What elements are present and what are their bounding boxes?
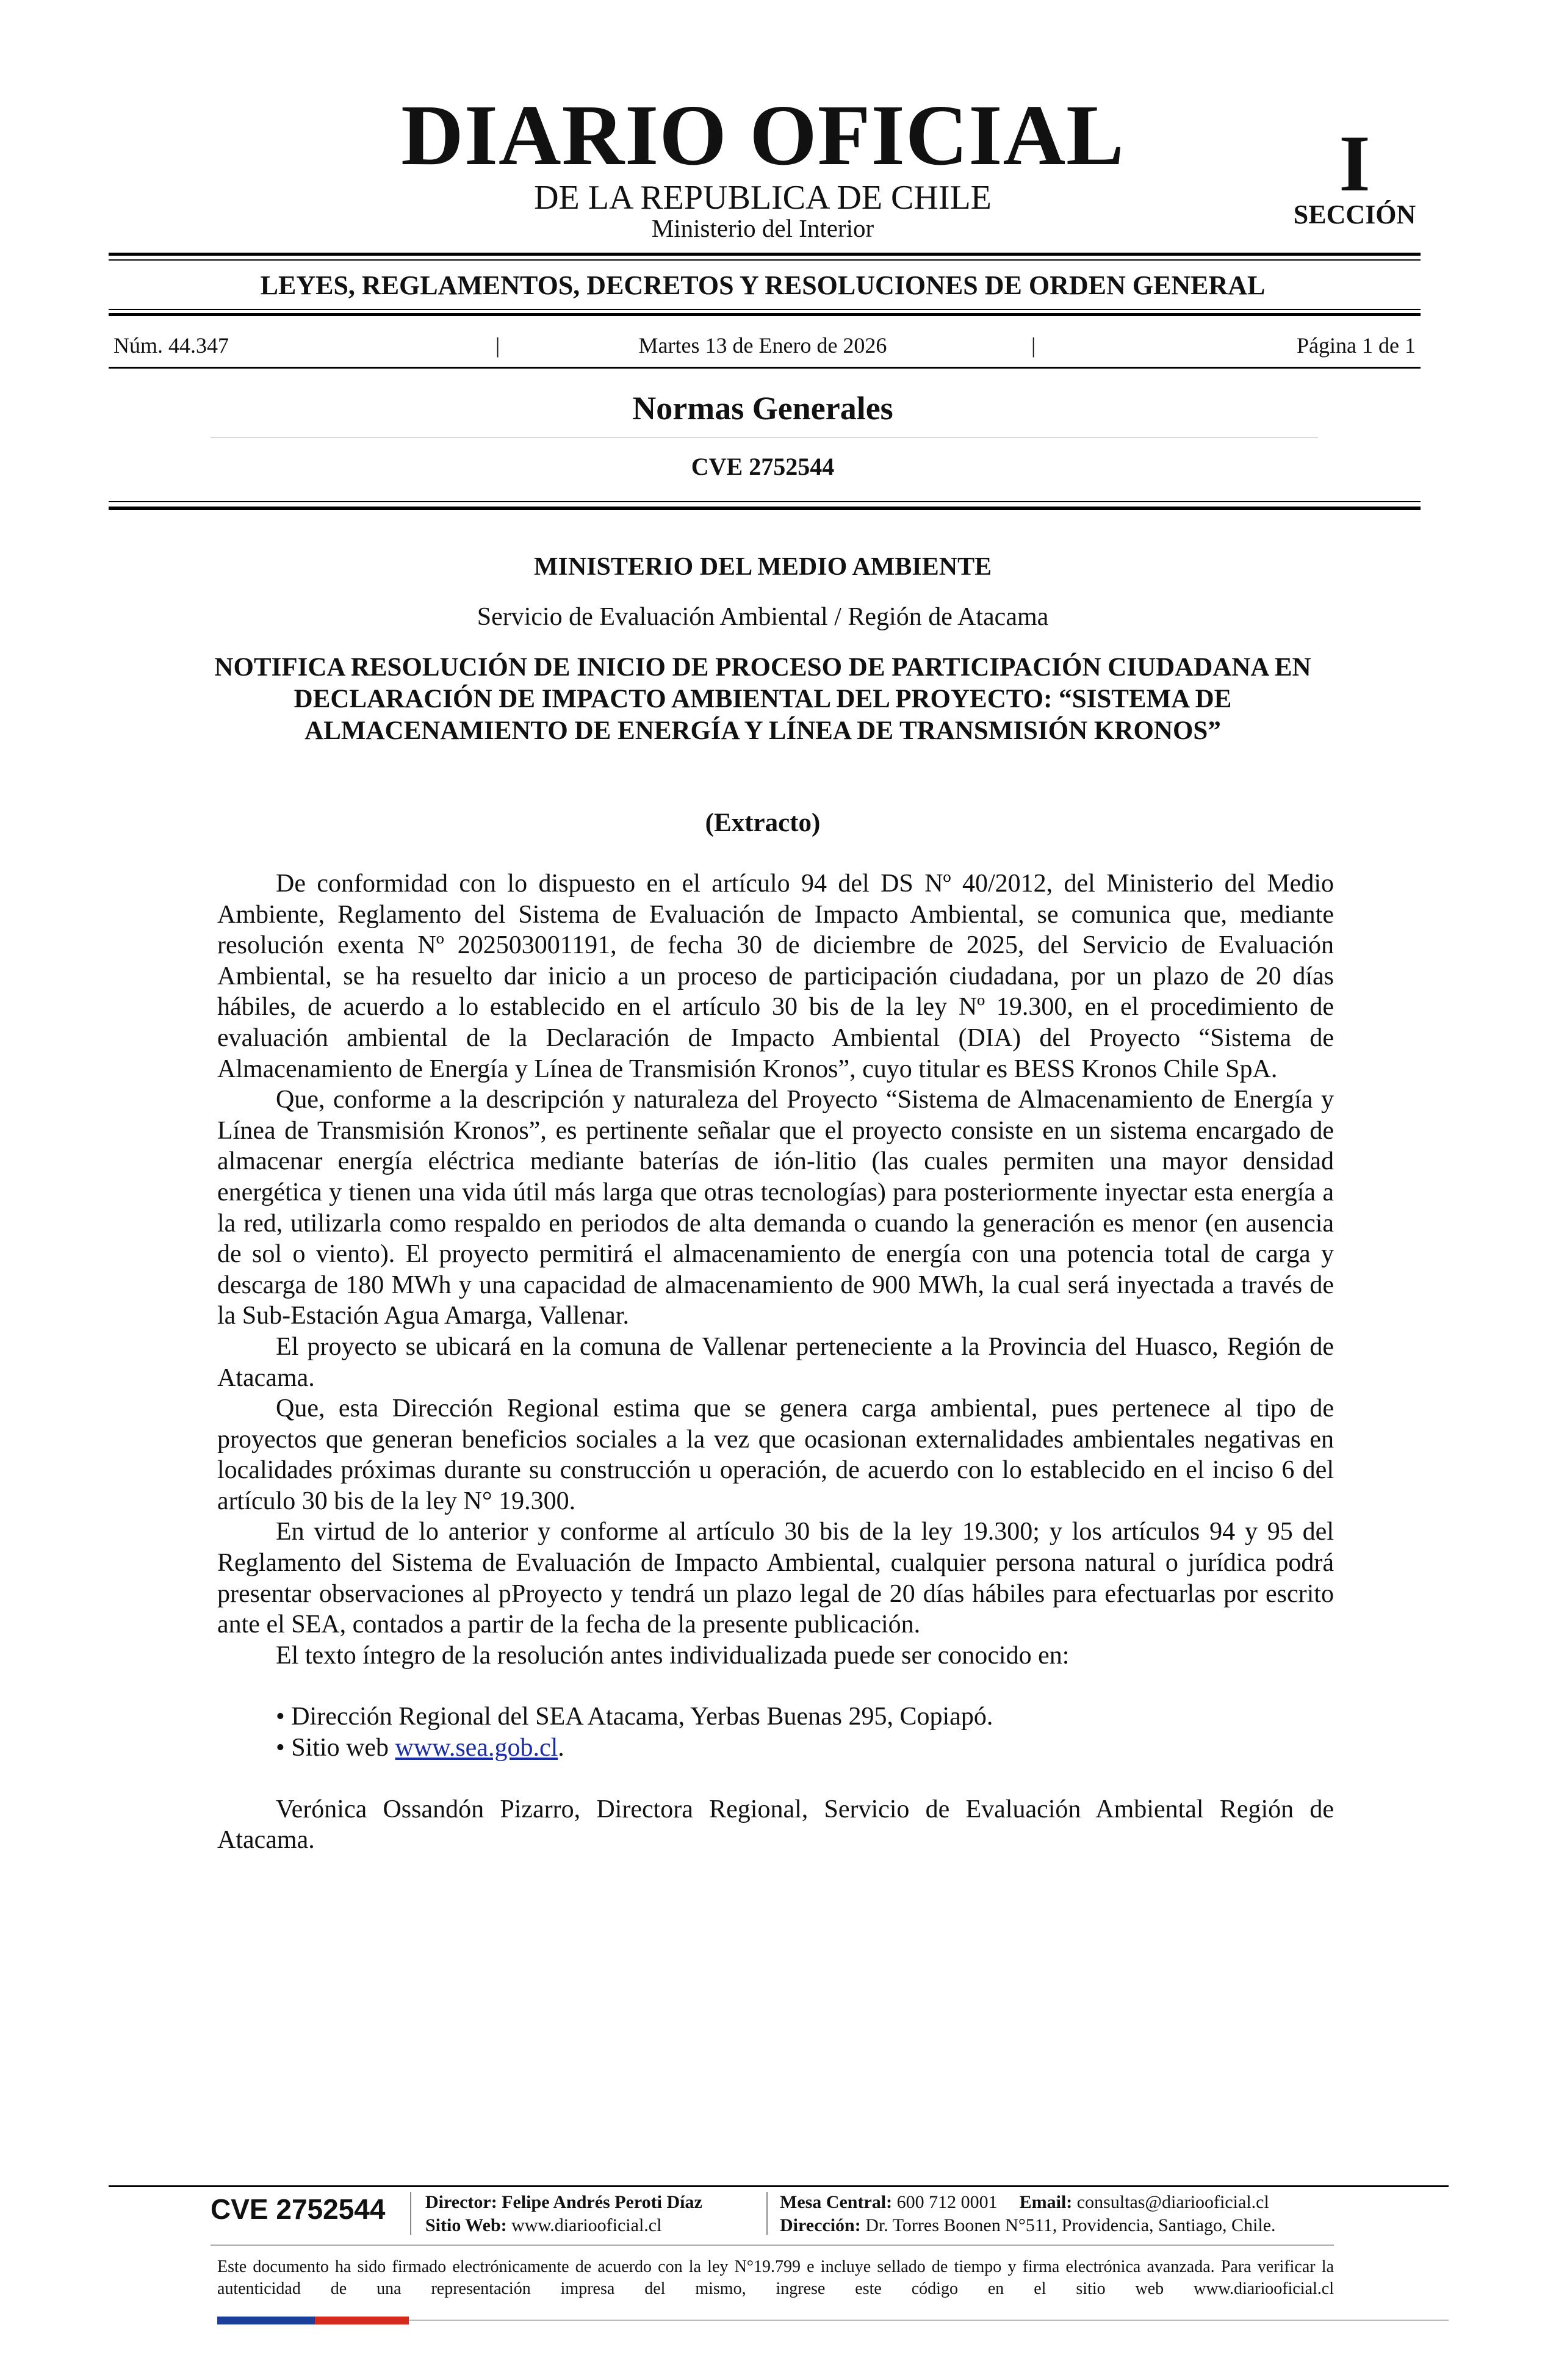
address-label: Dirección: <box>780 2215 861 2235</box>
signature: Verónica Ossandón Pizarro, Directora Regional, Servicio de Evaluación Ambiental Región de Atacama. <box>217 1795 1334 1855</box>
footer-cve: CVE 2752544 <box>211 2193 386 2225</box>
email-value[interactable]: consultas@diariooficial.cl <box>1076 2192 1269 2212</box>
footer-address-line <box>780 2214 1390 2237</box>
footer-director-block <box>425 2191 755 2237</box>
issue-rule <box>109 367 1421 369</box>
director-name: Felipe Andrés Peroti Díaz <box>502 2192 702 2212</box>
banner-rule-thin <box>109 309 1421 310</box>
masthead-rule-top <box>109 253 1421 256</box>
flag-stripe-red <box>315 2317 409 2324</box>
list-item-prefix: • Sitio web <box>276 1734 395 1762</box>
document-title: NOTIFICA RESOLUCIÓN DE INICIO DE PROCESO DE PARTICIPACIÓN CIUDADANA EN DECLARACIÓN DE IMPACTO AMBIENTAL DEL PROYECTO: “SISTEMA DE ALMACENAMIENTO DE ENERGÍA Y LÍNEA DE TRANSMISIÓN KRONOS” <box>214 653 1311 745</box>
location-list <box>276 1701 1334 1763</box>
website-label: Sitio Web: <box>425 2215 507 2235</box>
list-item-suffix: . <box>558 1734 564 1762</box>
cve-code: CVE 2752544 <box>691 453 835 480</box>
issue-page: Página 1 de 1 <box>1297 333 1416 358</box>
masthead-subtitle: DE LA REPUBLICA DE CHILE <box>534 179 992 217</box>
extract-label: (Extracto) <box>705 809 821 837</box>
footer-divider <box>766 2192 768 2235</box>
flag-stripe-blue <box>217 2317 315 2324</box>
issue-separator: | <box>1031 333 1036 358</box>
body-paragraph: El texto íntegro de la resolución antes individualizada puede ser conocido en: <box>276 1641 1070 1670</box>
body-paragraph: De conformidad con lo dispuesto en el artículo 94 del DS Nº 40/2012, del Ministerio del Medio Ambiente, Reglamento del Sistema de Evaluación de Impacto Ambiental, se comunica que, mediante resolución exenta Nº 202503001191, de fecha 30 de diciembre de 2025, del Servicio de Evaluación Ambiental, se ha resuelto dar inicio a un proceso de participación ciudadana, por un plazo de 20 días hábiles, de acuerdo a lo establecido en el artículo 30 bis de la ley Nº 19.300, en el procedimiento de evaluación ambiental de la Declaración de Impacto Ambiental (DIA) del Proyecto “Sistema de Almacenamiento de Energía y Línea de Transmisión Kronos”, cuyo titular es BESS Kronos Chile SpA. <box>217 870 1334 1083</box>
body-paragraph: El proyecto se ubicará en la comuna de Vallenar perteneciente a la Provincia del Huasco, Región de Atacama. <box>217 1332 1334 1392</box>
website-value[interactable]: www.diariooficial.cl <box>511 2215 662 2235</box>
masthead-rule-top-thin <box>109 259 1421 261</box>
sea-website-link[interactable]: www.sea.gob.cl <box>395 1734 558 1762</box>
category-title: Normas Generales <box>632 390 893 427</box>
header-rule-thin <box>109 501 1421 502</box>
footer-contact-block <box>780 2191 1390 2237</box>
footer-director <box>425 2191 755 2214</box>
footer-rule-mid <box>211 2245 1334 2246</box>
section-label: SECCIÓN <box>1293 200 1416 229</box>
masthead-ministry: Ministerio del Interior <box>651 214 874 242</box>
list-item: • Dirección Regional del SEA Atacama, Yerbas Buenas 295, Copiapó. <box>276 1703 993 1731</box>
issue-date: Martes 13 de Enero de 2026 <box>638 333 887 358</box>
document-ministry: MINISTERIO DEL MEDIO AMBIENTE <box>533 553 992 581</box>
body-paragraph: Que, conforme a la descripción y naturaleza del Proyecto “Sistema de Almacenamiento de Energía y Línea de Transmisión Kronos”, es pertinente señalar que el proyecto consiste en un sistema encargado de almacenar energía eléctrica mediante baterías de ión-litio (las cuales permiten una mayor densidad energética y tienen una vida útil más larga que otras tecnologías) para posteriormente inyectar esta energía a la red, utilizarla como respaldo en periodos de alta demanda o cuando la generación es menor (en ausencia de sol o viento). El proyecto permitirá el almacenamiento de energía con una potencia total de carga y descarga de 180 MWh y una capacidad de almacenamiento de 900 MWh, la cual será inyectada a través de la Sub-Estación Agua Amarga, Vallenar. <box>217 1086 1334 1330</box>
issue-number: Núm. 44.347 <box>113 333 229 358</box>
footer-contact-line <box>780 2191 1390 2214</box>
footer-legal-notice: Este documento ha sido firmado electrónicamente de acuerdo con la ley N°19.799 e incluye sellado de tiempo y firma electrónica avanzada. Para verificar la autenticidad de una representación impresa del mismo, ingrese este código en el sitio web www.diariooficial.cl <box>217 2257 1334 2298</box>
footer-divider <box>410 2192 411 2235</box>
masthead-title: DIARIO OFICIAL <box>401 87 1125 183</box>
mesa-label: Mesa Central: <box>780 2192 893 2212</box>
footer-website <box>425 2214 755 2237</box>
section-number: I <box>1339 118 1371 208</box>
body-paragraph: Que, esta Dirección Regional estima que se genera carga ambiental, pues pertenece al tipo de proyectos que generan beneficios sociales a la vez que ocasionan externalidades ambientales negativas en localidades próximas durante su construcción u operación, de acuerdo con lo establecido en el inciso 6 del artículo 30 bis de la ley N° 19.300. <box>217 1394 1334 1515</box>
body-paragraph: En virtud de lo anterior y conforme al artículo 30 bis de la ley 19.300; y los artículos 94 y 95 del Reglamento del Sistema de Evaluación de Impacto Ambiental, cualquier persona natural o jurídica podrá presentar observaciones al pProyecto y tendrá un plazo legal de 20 días hábiles para efectuarlas por escrito ante el SEA, contados a partir de la fecha de la presente publicación. <box>217 1518 1334 1639</box>
issue-separator: | <box>495 333 500 358</box>
document-service: Servicio de Evaluación Ambiental / Región de Atacama <box>477 603 1049 631</box>
banner-rule-thick <box>109 313 1421 316</box>
list-item <box>276 1733 1334 1764</box>
address-value: Dr. Torres Boonen N°511, Providencia, Santiago, Chile. <box>865 2215 1276 2235</box>
section-banner: LEYES, REGLAMENTOS, DECRETOS Y RESOLUCIONES DE ORDEN GENERAL <box>260 270 1266 300</box>
footer-rule-top <box>109 2185 1449 2187</box>
director-label: Director: <box>425 2192 497 2212</box>
category-rule <box>211 437 1318 438</box>
header-rule-thick <box>109 507 1421 510</box>
document-body <box>217 868 1334 1856</box>
mesa-phone: 600 712 0001 <box>896 2192 998 2212</box>
email-label: Email: <box>1019 2192 1073 2212</box>
footer-rule-bottom <box>409 2320 1449 2321</box>
